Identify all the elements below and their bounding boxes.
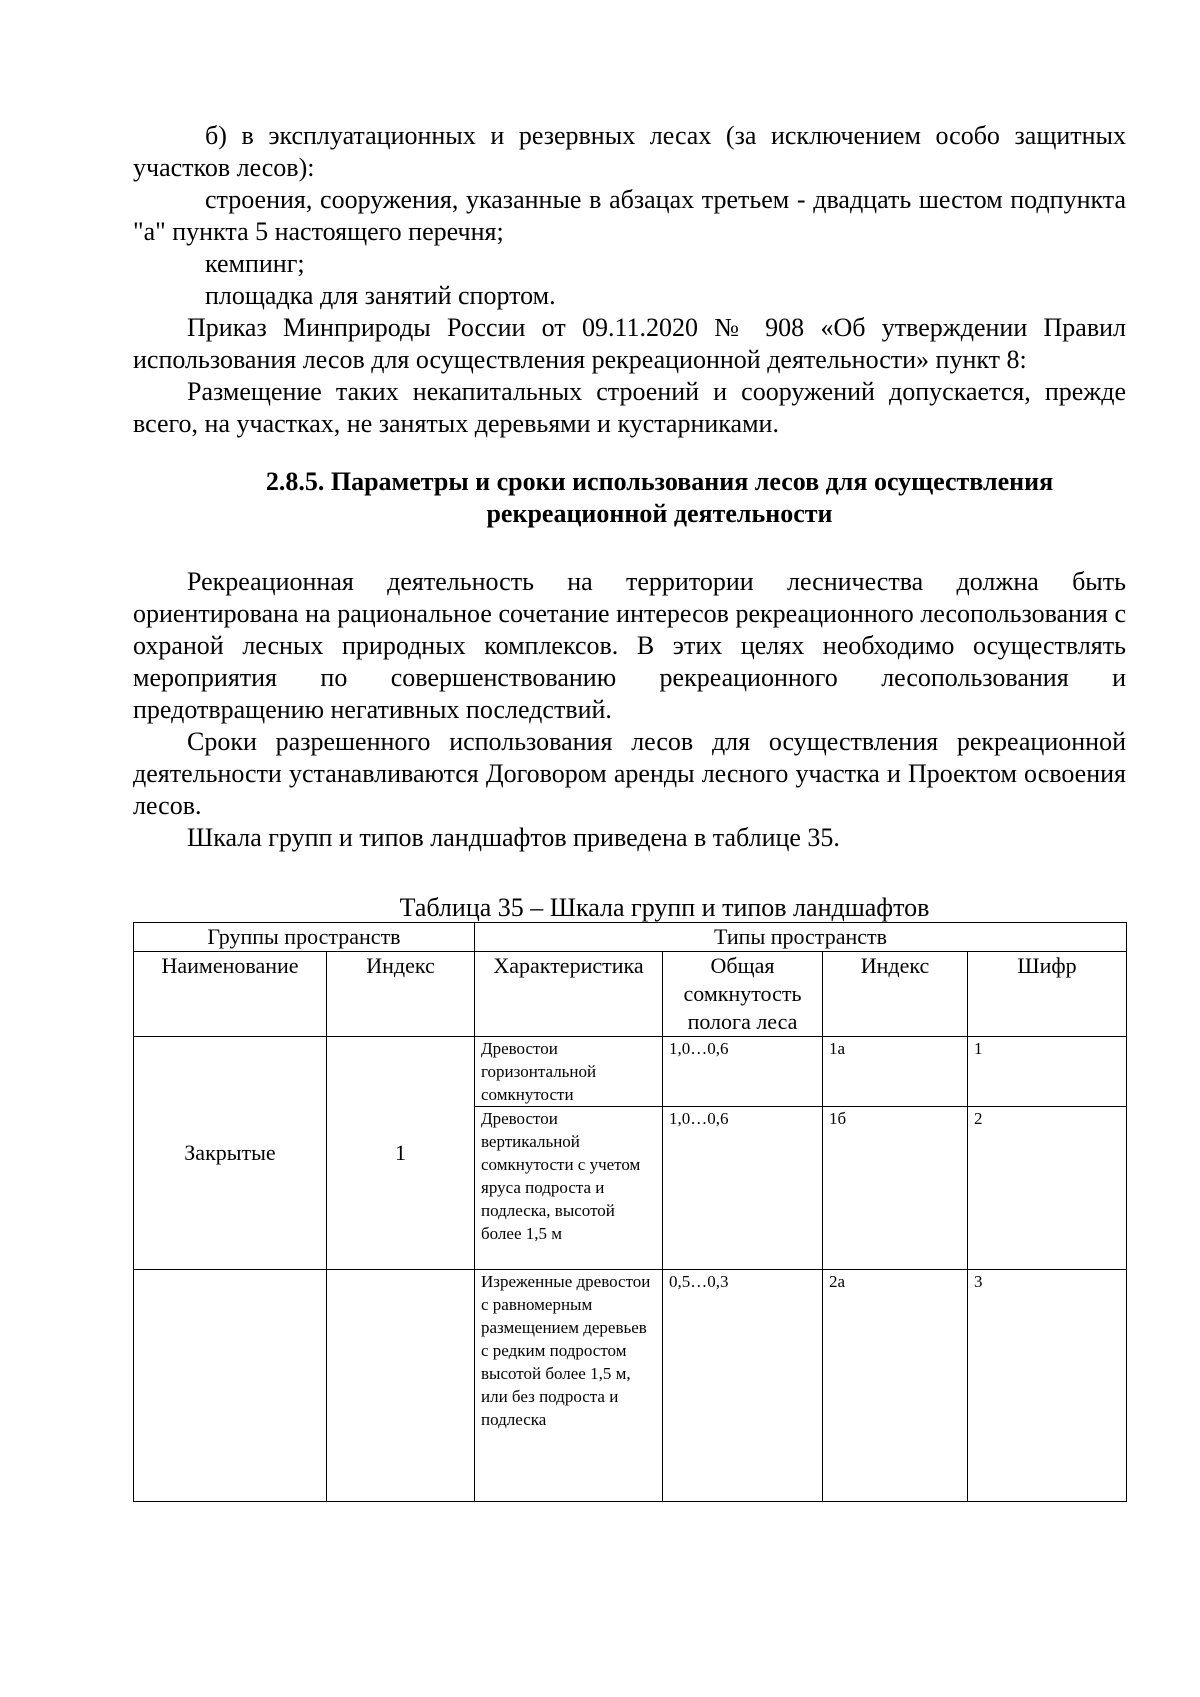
- table-header-row: [134, 952, 1127, 1037]
- table-caption: Таблица 35 – Шкала групп и типов ландшафтов: [399, 893, 930, 922]
- column-header-index: Индекс: [327, 952, 475, 1037]
- group-name-cell: Закрытые: [134, 1037, 327, 1270]
- type-index-cell: 1а: [823, 1037, 968, 1107]
- closure-cell: 1,0…0,6: [663, 1107, 823, 1270]
- group-index-cell: 1: [327, 1037, 475, 1270]
- paragraph: Размещение таких некапитальных строений и сооружений допускается, прежде всего, на участках, не занятых деревьями и кустарниками.: [133, 377, 1126, 438]
- body-paragraphs: [133, 566, 1126, 854]
- characteristic-cell: Древостои вертикальной сомкнутости с учетом яруса подроста и подлеска, высотой более 1,5 м: [475, 1107, 663, 1270]
- type-index-cell: 1б: [823, 1107, 968, 1270]
- closure-cell: 1,0…0,6: [663, 1037, 823, 1107]
- column-header-closure: Общая сомкнутость полога леса: [663, 952, 823, 1037]
- paragraph: б) в эксплуатационных и резервных лесах (за исключением особо защитных участков лесов):: [133, 121, 1126, 182]
- type-index-cell: 2а: [823, 1270, 968, 1502]
- characteristic-cell: Изреженные древостои с равномерным размещением деревьев с редким подростом высотой более 1,5 м, или без подроста и подлеска: [475, 1270, 663, 1502]
- column-header-characteristic: Характеристика: [475, 952, 663, 1037]
- code-cell: 2: [968, 1107, 1127, 1270]
- paragraph: Шкала групп и типов ландшафтов приведена в таблице 35.: [187, 823, 840, 852]
- code-cell: 1: [968, 1037, 1127, 1107]
- paragraph: площадка для занятий спортом.: [205, 281, 556, 310]
- paragraph: Рекреационная деятельность на территории лесничества должна быть ориентирована на рациональное сочетание интересов рекреационного лесопользования с охраной лесных природных комплексов. В этих целях необходимо осуществлять мероприятия по совершенствованию рекреационного лесопользования и предотвращению негативных последствий.: [133, 567, 1126, 724]
- characteristic-cell: Древостои горизонтальной сомкнутости: [475, 1037, 663, 1107]
- table-row: [134, 1270, 1127, 1502]
- code-cell: 3: [968, 1270, 1127, 1502]
- table-header-row: [134, 923, 1127, 952]
- group-index-cell: [327, 1270, 475, 1502]
- intro-paragraphs: [133, 120, 1126, 440]
- paragraph: Сроки разрешенного использования лесов для осуществления рекреационной деятельности устанавливаются Договором аренды лесного участка и Проектом освоения лесов.: [133, 727, 1126, 820]
- closure-cell: 0,5…0,3: [663, 1270, 823, 1502]
- paragraph: строения, сооружения, указанные в абзацах третьем - двадцать шестом подпункта "а" пункта 5 настоящего перечня;: [133, 185, 1126, 246]
- section-heading: 2.8.5. Параметры и сроки использования лесов для осуществления рекреационной деятельности: [265, 467, 1054, 528]
- group-name-cell: [134, 1270, 327, 1502]
- column-header-code: Шифр: [968, 952, 1127, 1037]
- document-page: [133, 120, 1126, 1502]
- paragraph: Приказ Минприроды России от 09.11.2020 № 908 «Об утверждении Правил использования лесов для осуществления рекреационной деятельности» пункт 8:: [133, 313, 1126, 374]
- landscape-scale-table: [133, 922, 1127, 1502]
- paragraph: кемпинг;: [205, 249, 305, 278]
- table-row: [134, 1037, 1127, 1107]
- header-types: Типы пространств: [475, 923, 1127, 952]
- column-header-name: Наименование: [134, 952, 327, 1037]
- column-header-type-index: Индекс: [823, 952, 968, 1037]
- header-groups: Группы пространств: [134, 923, 475, 952]
